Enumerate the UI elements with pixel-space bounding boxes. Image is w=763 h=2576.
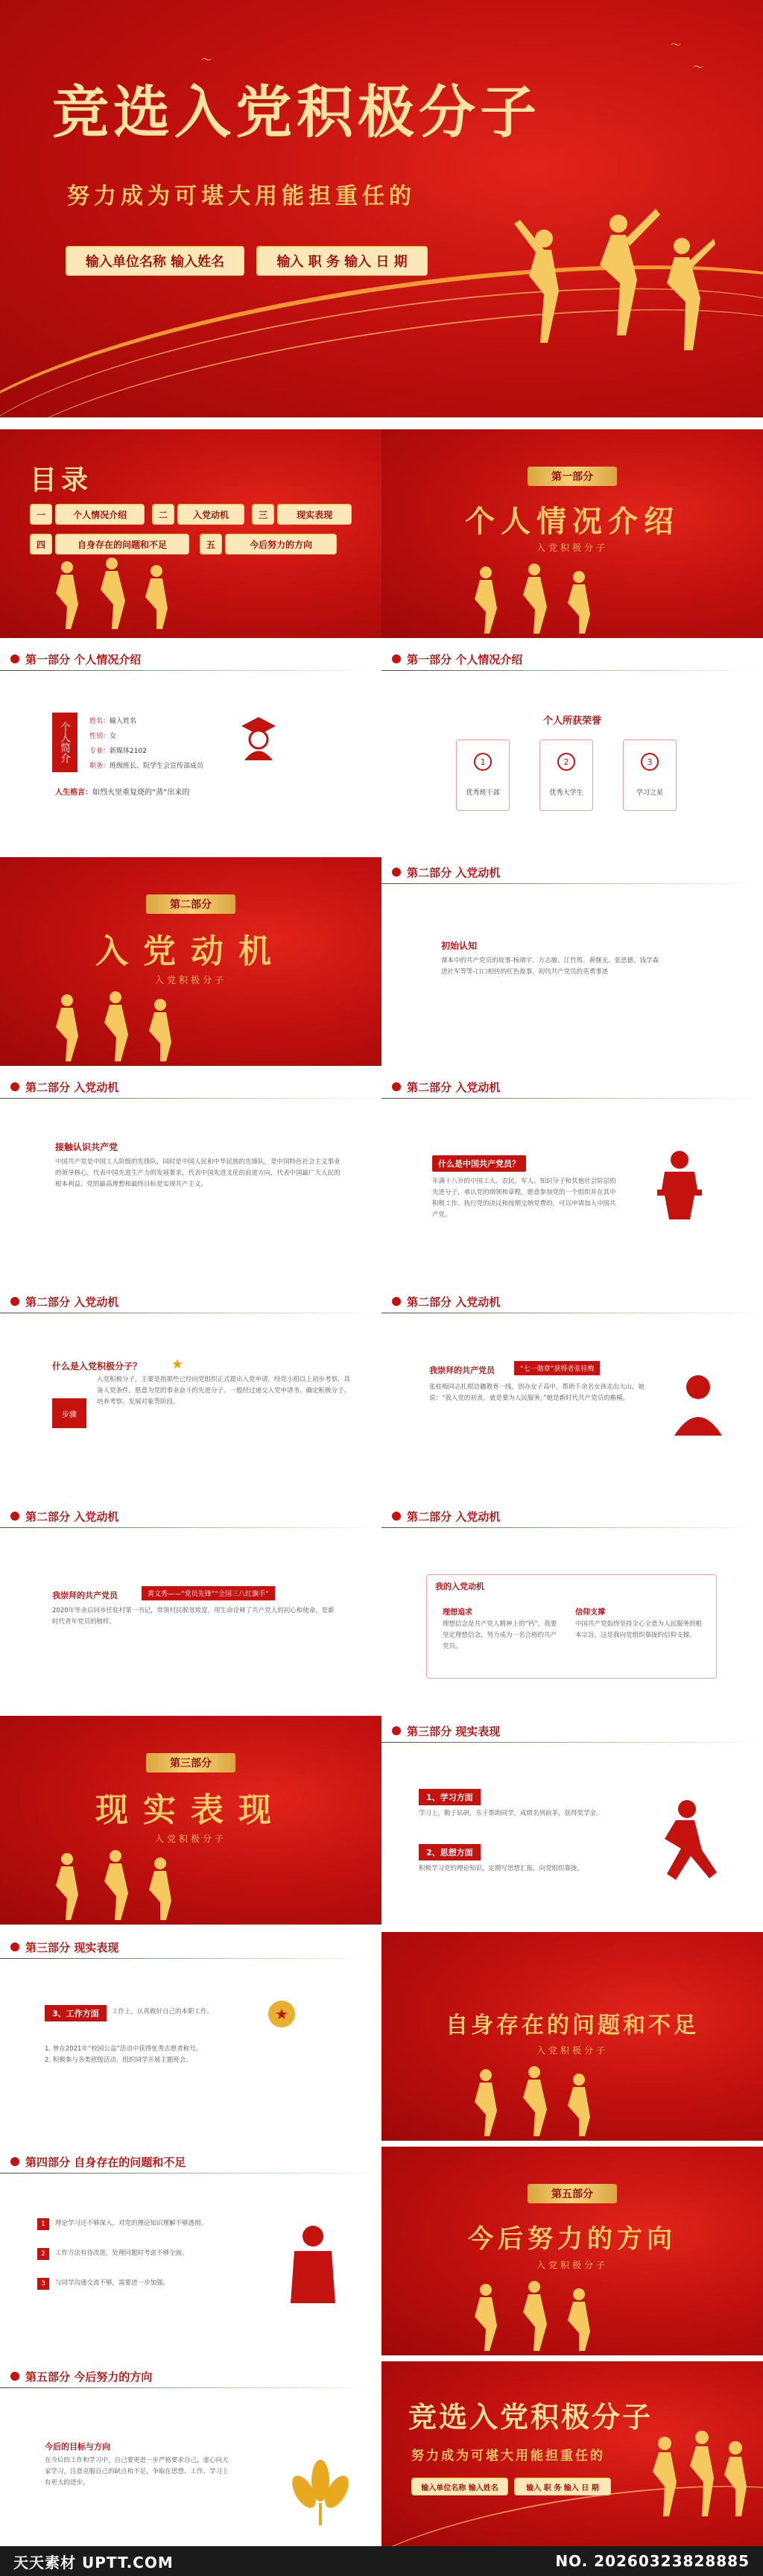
slide-header: 第二部分 入党动机 <box>0 1072 382 1102</box>
slide-header: 第一部分 个人情况介绍 <box>0 644 382 674</box>
bird-icon: 〜 <box>201 54 212 66</box>
slide-header: 第四部分 自身存在的问题和不足 <box>0 2147 382 2176</box>
issue-item: 3 与同学沟通交流不够，需要进一步加强。 <box>37 2278 264 2290</box>
watermark-site: 天天素材 UPTT.COM <box>13 2553 174 2572</box>
party-icon <box>10 654 19 663</box>
profile-field: 性别：女 <box>89 733 117 740</box>
item-title: 2、思想方面 <box>419 1844 481 1860</box>
section-title: 自身存在的问题和不足 <box>446 2012 699 2039</box>
section-heading: 我的入党动机 <box>435 1582 484 1591</box>
part4-a-slide <box>0 2147 382 2355</box>
honor-num: 1 <box>474 753 492 771</box>
toc-title: 目录 <box>30 464 93 496</box>
section-heading: 初始认知 <box>441 941 478 951</box>
toc-item[interactable] <box>30 534 189 555</box>
profile-fields <box>89 714 203 774</box>
slide-header: 第三部分 现实表现 <box>0 1932 382 1962</box>
list-item: 2. 积极参与各类班级活动，组织同学开展主题班会。 <box>45 2056 192 2064</box>
cover-title: 竞选入党积极分子 <box>52 79 541 145</box>
section-heading: 我崇拜的共产党员 <box>429 1366 495 1375</box>
section-sub: 入党积极分子 <box>154 975 227 985</box>
section-title: 个人情况介绍 <box>465 504 680 539</box>
body-paragraph: 课本中的共产党员的故事-杨靖宇、方志敏、江竹筠、黄继光、张思德、钱学森 进社军等等-口口相传的红色故事，初代共产党员的英勇事迹 <box>441 957 659 976</box>
honors-slide <box>382 644 763 853</box>
list-item: 1. 曾在2021年“校园公益”活动中获得优秀志愿者称号。 <box>45 2045 203 2053</box>
honor-num: 3 <box>641 753 659 771</box>
item-text: 积极学习党的理论知识，定期写思想汇报，向党组织靠拢。 <box>419 1865 584 1872</box>
left-text: 理想信念是共产党人精神上的“钙”，我要坚定理想信念，努力成为一名合格的共产党员。 <box>443 1620 557 1650</box>
honor-card <box>456 739 510 811</box>
dancers-silhouette <box>45 556 179 631</box>
item-text: 学习上，勤于钻研，乐于帮助同学，成绩名列前茅，获得奖学金。 <box>419 1810 603 1817</box>
honor-card <box>623 739 677 811</box>
body-paragraph: 入党积极分子，主要是指那些已经向党组织正式提出入党申请，经党小组以上初步考察，具备入党条件，愿意为党的事业奋斗的先进分子。一般经过递交入党申请书、确定积极分子、培养考察、发展对象等阶段。 <box>97 1376 351 1406</box>
body-paragraph: 年满十八岁的中国工人、农民、军人、知识分子和其他社会阶层的先进分子，承认党的纲领和章程，愿意参加党的一个组织并在其中积极工作、执行党的决议和按期交纳党费的，可以申请加入中国共产党。 <box>432 1178 616 1219</box>
section-badge: 第三部分 <box>146 1753 235 1772</box>
bird-icon: 〜 <box>671 40 681 51</box>
left-title: 理想追求 <box>443 1609 472 1617</box>
section-heading: 接触认识共产党 <box>55 1142 118 1152</box>
party-icon <box>392 868 401 877</box>
section-heading: 什么是中国共产党员？ <box>432 1155 526 1172</box>
part5-a-slide <box>0 2361 382 2546</box>
party-icon <box>10 2157 19 2166</box>
slide-header: 第二部分 入党动机 <box>382 1287 763 1316</box>
party-icon <box>10 1082 19 1091</box>
slide-header: 第二部分 入党动机 <box>0 1287 382 1316</box>
bullet-list <box>45 2044 328 2066</box>
body-paragraph: 2020年毕业后回乡任驻村第一书记，带领村民脱贫致富，用生命诠释了共产党人的初心和使命，是新时代青年党员的榜样。 <box>52 1607 335 1626</box>
part2-b-slide <box>0 1072 382 1281</box>
part2-cover-slide <box>0 857 382 1066</box>
speaker-podium-icon <box>642 1146 717 1221</box>
dancers-silhouette <box>463 564 598 634</box>
toc-item[interactable] <box>30 504 145 525</box>
party-icon <box>392 1512 401 1521</box>
honor-label: 优秀大学生 <box>549 789 583 797</box>
slide-header: 第二部分 入党动机 <box>382 1072 763 1102</box>
right-title: 信仰支撑 <box>575 1609 605 1617</box>
part1-cover-slide <box>382 429 763 638</box>
part3-b-slide <box>0 1932 382 2141</box>
part2-g-slide <box>382 1501 763 1710</box>
right-text: 中国共产党始终坚持全心全意为人民服务的根本宗旨，这是我向党组织靠拢的信仰支撑。 <box>575 1620 703 1639</box>
toc-num: 一 <box>30 504 52 525</box>
part2-a-slide <box>382 857 763 1066</box>
part5-cover-slide <box>382 2147 763 2355</box>
issue-item: 1 理论学习还不够深入，对党的理论知识理解不够透彻。 <box>37 2218 264 2230</box>
toc-item[interactable] <box>200 534 337 555</box>
person-portrait-icon <box>668 1368 728 1436</box>
section-sub: 入党积极分子 <box>154 1834 227 1844</box>
medal-icon: ★ <box>268 2001 295 2027</box>
section-sub: 入党积极分子 <box>536 2045 608 2056</box>
party-icon <box>10 1942 19 1951</box>
honor-num: 2 <box>557 753 575 771</box>
toc-label: 入党动机 <box>177 504 244 525</box>
part2-f-slide <box>0 1501 382 1710</box>
slide-header: 第二部分 入党动机 <box>382 857 763 887</box>
highlight-tag: “七一勋章”获得者张桂梅 <box>514 1361 600 1375</box>
toc-slide <box>0 429 382 638</box>
slide-header: 第二部分 入党动机 <box>0 1501 382 1531</box>
party-icon <box>392 654 401 663</box>
end-tag-right: 输入 职 务 输入 日 期 <box>514 2478 611 2496</box>
section-sub: 入党积极分子 <box>536 2260 608 2270</box>
party-icon <box>392 1726 401 1735</box>
toc-label: 个人情况介绍 <box>55 504 145 525</box>
honor-label: 学习之星 <box>636 789 663 797</box>
part2-e-slide <box>382 1287 763 1495</box>
body-paragraph: 中国共产党是中国工人阶级的先锋队，同时是中国人民和中华民族的先锋队，是中国特色社会主义事业的领导核心，代表中国先进生产力的发展要求，代表中国先进文化的前进方向，代表中国最广大人民的根本利益。党的最高理想和最终目标是实现共产主义。 <box>55 1158 341 1188</box>
item-title: 1、学习方面 <box>419 1789 481 1805</box>
cover-tag-right: 输入 职 务 输入 日 期 <box>256 246 428 276</box>
dancers-silhouette <box>514 209 715 358</box>
step-tag: 步骤 <box>52 1398 86 1428</box>
end-tag-left: 输入单位名称 输入姓名 <box>411 2478 508 2496</box>
profile-field: 职务：班级班长、院学生会宣传部成员 <box>89 763 204 770</box>
toc-label: 自身存在的问题和不足 <box>55 534 189 555</box>
section-badge: 第二部分 <box>146 894 235 914</box>
end-subtitle: 努力成为可堪大用能担重任的 <box>411 2449 605 2463</box>
dancers-silhouette <box>642 2428 754 2518</box>
party-icon <box>392 1297 401 1306</box>
lotus-flower-icon <box>283 2451 358 2525</box>
dancers-silhouette <box>45 1850 179 1921</box>
section-heading: 今后的目标与方向 <box>45 2442 110 2452</box>
toc-num: 二 <box>152 504 174 525</box>
slide-header: 第三部分 现实表现 <box>382 1716 763 1746</box>
issue-item: 2 工作方法有待改进，处理问题时考虑不够全面。 <box>37 2248 264 2260</box>
item-title: 3、工作方面 <box>45 2005 107 2021</box>
cover-subtitle: 努力成为可堪大用能担重任的 <box>67 183 416 209</box>
dancers-silhouette <box>463 2281 598 2352</box>
part3-cover-slide <box>0 1716 382 1925</box>
slide-header: 第一部分 个人情况介绍 <box>382 644 763 674</box>
section-badge: 第一部分 <box>528 467 617 486</box>
thinking-person-icon <box>276 2221 350 2303</box>
profile-side-label: 个人简介 <box>52 713 77 772</box>
toc-num: 三 <box>252 504 274 525</box>
profile-field: 专业：新媒体2102 <box>89 748 147 755</box>
profile-slide <box>0 644 382 853</box>
party-icon <box>10 2372 19 2381</box>
part2-c-slide <box>382 1072 763 1281</box>
part2-d-slide <box>0 1287 382 1495</box>
toc-item[interactable] <box>252 504 352 525</box>
honor-card <box>539 739 593 811</box>
toc-label: 今后努力的方向 <box>225 534 337 555</box>
profile-field: 姓名：输入姓名 <box>89 718 137 725</box>
section-title: 现实表现 <box>95 1791 286 1829</box>
body-paragraph: 张桂梅同志扎根边疆教育一线，创办女子高中，帮助千余名女孩走出大山，她说：“我入党的初衷，就是要为人民服务。”她是新时代共产党员的楷模。 <box>429 1383 645 1402</box>
party-icon <box>10 1512 19 1521</box>
honor-label: 优秀班干部 <box>466 789 500 797</box>
body-paragraph: 在今后的工作和学习中，自己要更进一步严格要求自己，虚心向大家学习，注意克服自己的缺点和不足，争取在思想、工作、学习上有更大的进步。 <box>45 2457 229 2487</box>
slide-header: 第二部分 入党动机 <box>382 1501 763 1531</box>
toc-num: 四 <box>30 534 52 555</box>
graduate-avatar-icon <box>240 716 277 760</box>
watermark-bar <box>0 2546 763 2576</box>
honors-title: 个人所获荣誉 <box>542 716 601 727</box>
highlight-tag: 黄文秀——“党员先锋”“全国三八红旗手” <box>142 1586 275 1600</box>
star-icon: ★ <box>171 1357 184 1372</box>
dancers-silhouette <box>463 2066 598 2137</box>
runner-icon <box>635 1798 724 1887</box>
watermark-number: NO. 20260323828885 <box>555 2552 750 2570</box>
part4-cover-slide <box>382 1932 763 2141</box>
toc-item[interactable] <box>152 504 244 525</box>
item-text: 工作上，认真做好自己的本职工作。 <box>112 2008 214 2015</box>
end-title: 竞选入党积极分子 <box>408 2400 653 2434</box>
section-title: 入党动机 <box>95 932 286 970</box>
section-heading: 什么是入党积极分子？ <box>52 1361 142 1371</box>
toc-label: 现实表现 <box>277 504 352 525</box>
section-badge: 第五部分 <box>528 2184 617 2203</box>
cover-slide <box>0 0 763 417</box>
party-icon <box>392 1082 401 1091</box>
dancers-silhouette <box>45 991 179 1062</box>
end-slide <box>382 2361 763 2546</box>
toc-num: 五 <box>200 534 222 555</box>
cover-tag-left: 输入单位名称 输入姓名 <box>66 246 244 276</box>
slide-header: 第五部分 今后努力的方向 <box>0 2361 382 2391</box>
section-title: 今后努力的方向 <box>468 2224 677 2254</box>
section-sub: 入党积极分子 <box>536 543 608 553</box>
bird-icon: 〜 <box>693 62 703 74</box>
section-heading: 我崇拜的共产党员 <box>52 1591 118 1600</box>
part3-a-slide <box>382 1716 763 1925</box>
party-icon <box>10 1297 19 1306</box>
motto: 人生格言：如烈火里重复烧的“蒸”出来的 <box>55 789 190 797</box>
